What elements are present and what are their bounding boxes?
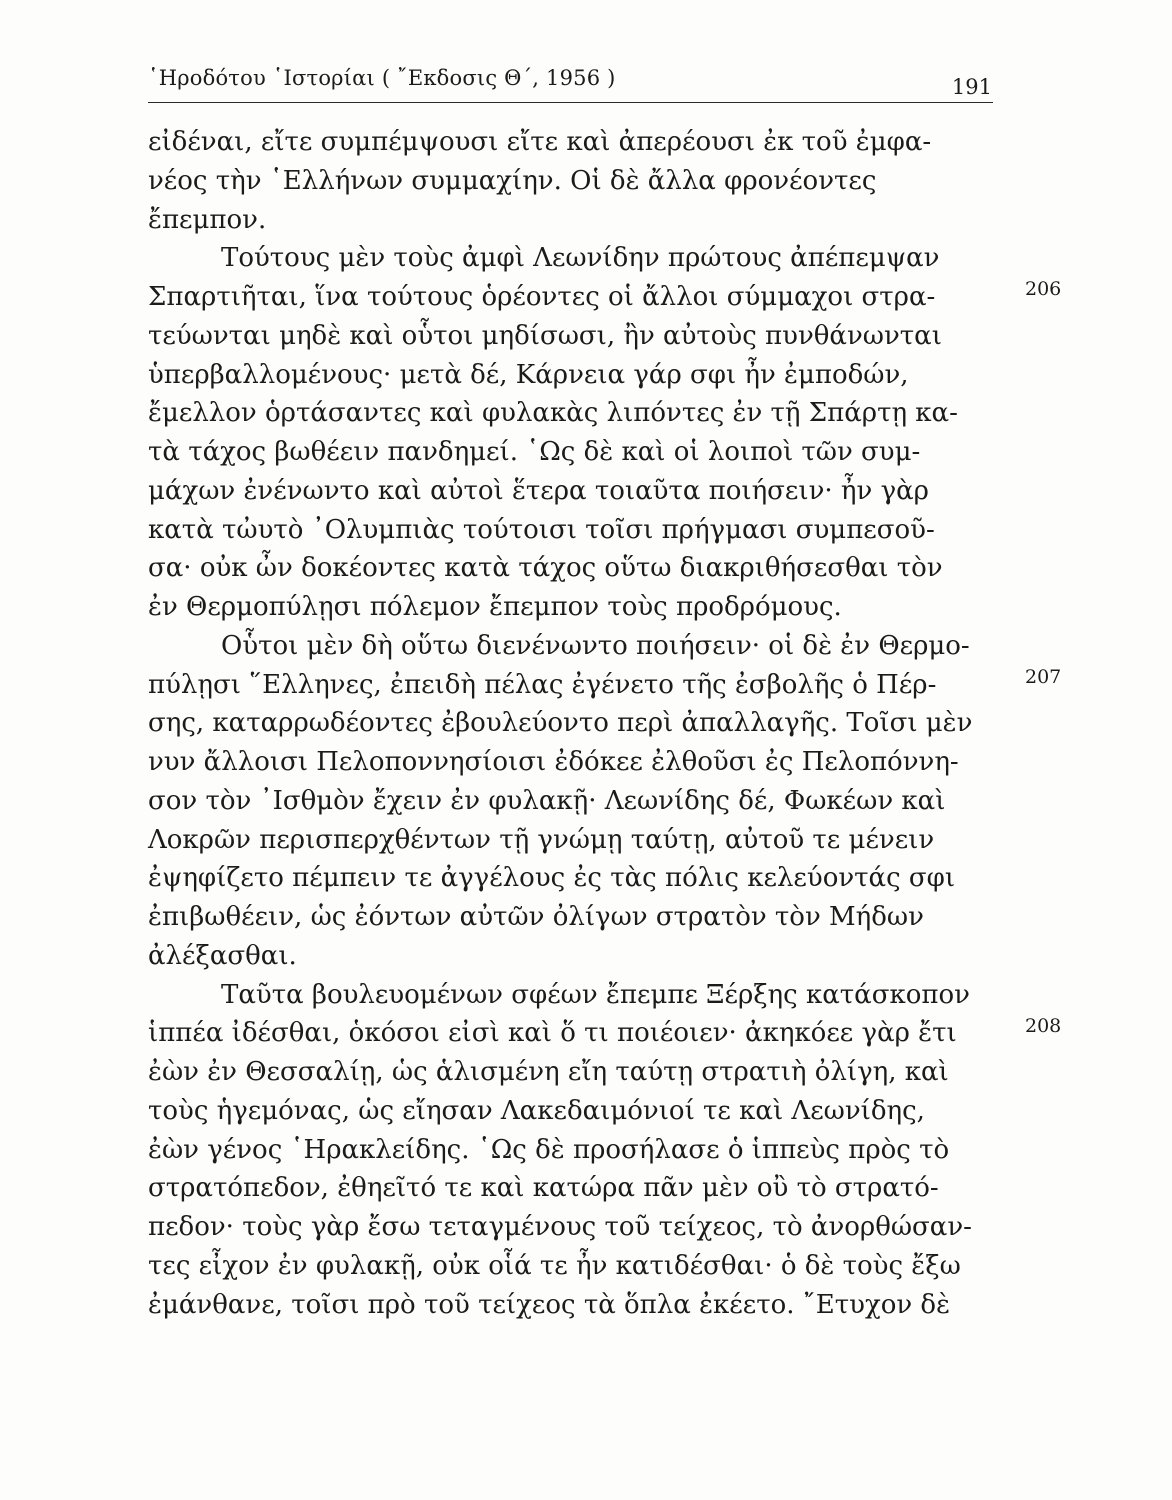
text-line: πεδον· τοὺς γὰρ ἔσω τεταγμένους τοῦ τείχεος, τὸ ἀνορθώσαν- [148,1212,972,1242]
header-rule [148,102,993,103]
text-line: ἱππέα ἰδέσθαι, ὁκόσοι εἰσὶ καὶ ὅ τι ποιέοιεν· ἀκηκόεε γὰρ ἔτι [148,1018,957,1049]
section-number-207: 207 [1025,666,1062,688]
text-line: ἐμάνθανε, τοῖσι πρὸ τοῦ τείχεος τὰ ὅπλα ἐκέετο. ῎Ετυχον δὲ [148,1289,951,1320]
text-line: τες εἶχον ἐν φυλακῇ, οὐκ οἷά τε ἦν κατιδέσθαι· ὁ δὲ τοὺς ἔξω [148,1250,961,1281]
text-line: κατὰ τὠυτὸ ᾿Ολυμπιὰς τούτοισι τοῖσι πρήγμασι συμπεσοῦ- [148,514,935,545]
section-number-208: 208 [1025,1015,1062,1037]
text-line: πύλῃσι ῞Ελληνες, ἐπειδὴ πέλας ἐγένετο τῆς ἐσβολῆς ὁ Πέρ- [148,669,937,700]
text-line: μάχων ἐνένωντο καὶ αὐτοὶ ἕτερα τοιαῦτα ποιήσειν· ἦν γὰρ [148,475,929,506]
paragraph-start-line: Οὗτοι μὲν δὴ οὕτω διενένωντο ποιήσειν· οἱ δὲ ἐν Θερμο- [221,630,970,661]
text-line: νέος τὴν ῾Ελλήνων συμμαχίην. Οἱ δὲ ἄλλα φρονέοντες [148,165,877,196]
text-line: ἔμελλον ὁρτάσαντες καὶ φυλακὰς λιπόντες ἐν τῇ Σπάρτῃ κα- [148,398,958,429]
text-line: τὰ τάχος βωθέειν πανδημεί. ῾Ως δὲ καὶ οἱ λοιποὶ τῶν συμ- [148,437,921,467]
text-line: ἐν Θερμοπύλῃσι πόλεμον ἔπεμπον τοὺς προδρόμους. [148,592,842,622]
text-line: σης, καταρρωδέοντες ἐβουλεύοντο περὶ ἀπαλλαγῆς. Τοῖσι μὲν [148,708,973,739]
text-line: εἰδέναι, εἴτε συμπέμψουσι εἴτε καὶ ἀπερέουσι ἐκ τοῦ ἐμφα- [148,127,932,157]
text-line: σον τὸν ᾿Ισθμὸν ἔχειν ἐν φυλακῇ· Λεωνίδης δέ, Φωκέων καὶ [148,785,946,816]
text-line: ἔπεμπον. [148,204,267,235]
text-line: ἀλέξασθαι. [148,940,297,971]
text-line: τοὺς ἡγεμόνας, ὡς εἴησαν Λακεδαιμόνιοί τε καὶ Λεωνίδης, [148,1095,925,1126]
page-number: 191 [951,75,992,99]
text-line: ἐὼν γένος ῾Ηρακλείδης. ῾Ως δὲ προσήλασε ὁ ἱππεὺς πρὸς τὸ [148,1134,950,1165]
text-line: σα· οὐκ ὦν δοκέοντες κατὰ τάχος οὕτω διακριθήσεσθαι τὸν [148,553,943,584]
text-line: ἐπιβωθέειν, ὡς ἐόντων αὐτῶν ὀλίγων στρατὸν τὸν Μήδων [148,902,924,932]
text-line: νυν ἄλλοισι Πελοποννησίοισι ἐδόκεε ἐλθοῦσι ἐς Πελοπόννη- [148,747,959,777]
text-line: στρατόπεδον, ἐθηεῖτό τε καὶ κατώρα πᾶν μὲν οὒ τὸ στρατό- [148,1173,939,1204]
paragraph-start-line: Ταῦτα βουλευομένων σφέων ἔπεμπε Ξέρξης κατάσκοπον [221,979,970,1010]
text-line: ἐψηφίζετο πέμπειν τε ἀγγέλους ἐς τὰς πόλις κελεύοντάς σφι [148,863,956,894]
main-text [148,123,998,1324]
text-line: ἐὼν ἐν Θεσσαλίῃ, ὡς ἁλισμένη εἴη ταύτῃ στρατιὴ ὀλίγη, καὶ [148,1057,949,1087]
paragraph-start-line: Τούτους μὲν τοὺς ἀμφὶ Λεωνίδην πρώτους ἀπέπεμψαν [221,243,940,274]
text-line: Λοκρῶν περισπερχθέντων τῇ γνώμῃ ταύτῃ, αὐτοῦ τε μένειν [148,824,935,855]
section-number-206: 206 [1025,278,1062,300]
text-line: ὑπερβαλλομένους· μετὰ δέ, Κάρνεια γάρ σφι ἦν ἐμποδών, [148,359,909,390]
text-line: Σπαρτιῆται, ἵνα τούτους ὁρέοντες οἱ ἄλλοι σύμμαχοι στρα- [148,282,936,312]
running-title: ῾Ηροδότου ῾Ιστορίαι ( ῎Εκδοσις Θ΄, 1956 ) [148,66,616,90]
page-header [148,56,998,106]
text-line: τεύωνται μηδὲ καὶ οὗτοι μηδίσωσι, ἢν αὐτοὺς πυνθάνωνται [148,320,942,351]
